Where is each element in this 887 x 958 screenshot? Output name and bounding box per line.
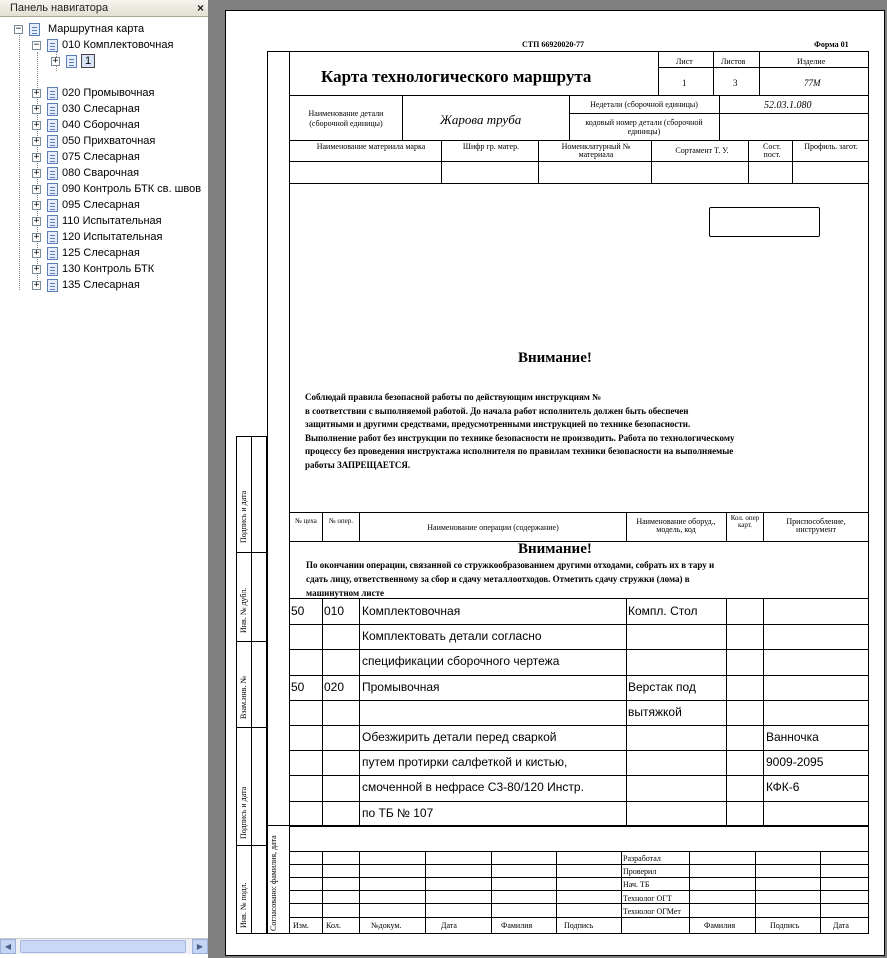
tree-node-125[interactable] [32, 245, 140, 261]
document-icon [47, 167, 58, 180]
footer-label: Кол. [326, 921, 341, 930]
document-icon [66, 55, 77, 68]
tree-node-130[interactable] [32, 261, 154, 277]
tooling: 9009-2095 [766, 755, 824, 769]
footer-label: Дата [833, 921, 849, 930]
tree-label: 130 Контроль БТК [62, 263, 155, 275]
expand-icon[interactable]: + [33, 103, 40, 114]
tree-node-090[interactable] [32, 181, 201, 197]
expand-icon[interactable]: + [33, 199, 40, 210]
scroll-thumb[interactable] [20, 940, 186, 953]
footer-label: Дата [441, 921, 457, 930]
scroll-left-icon[interactable]: ◀ [0, 939, 16, 954]
expand-icon[interactable]: + [33, 151, 40, 162]
document-page [225, 10, 885, 956]
tree-label: 135 Слесарная [62, 279, 140, 291]
document-icon [47, 279, 58, 292]
document-icon [47, 39, 58, 52]
operation-name: путем протирки салфеткой и кистью, [362, 755, 568, 769]
close-icon[interactable]: × [196, 1, 204, 15]
safety-text: Соблюдай правила безопасной работы по действующим инструкциям № в соответствии с выполняемой работой. До начала работ исполнитель должен быть обеспечен защитными и другими средствами, предусмотренными инструкцией по технике безопасности. Выполнение работ без инструкции по технике безопасности не производить. Работа по технологическому процессу без проведения инструктажа исполнителя по правилам техники безопасности на выполняемые работы ЗАПРЕЩАЕТСЯ. [305, 392, 735, 470]
expand-icon[interactable]: + [33, 87, 40, 98]
side-label: Взам.инв. № [239, 675, 248, 719]
side-label: Согласовано: фамилия, дата [269, 835, 278, 931]
document-icon [47, 215, 58, 228]
material-header: Сост. пост. [763, 142, 781, 159]
footer-label: №докум. [371, 921, 402, 930]
attention-heading: Внимание! [518, 350, 592, 366]
document-icon [47, 199, 58, 212]
tree-node-050[interactable] [32, 133, 155, 149]
tree-label-selected: 1 [81, 54, 95, 68]
document-icon [47, 119, 58, 132]
material-header: Наименование материала марка [316, 142, 426, 151]
parent-label: Недетали (сборочной единицы) [590, 100, 698, 109]
material-header: Номенклатурный № материала [561, 142, 631, 159]
side-label: Подпись и дата [239, 786, 248, 839]
product-label: Изделие [797, 57, 826, 66]
shop-number: 50 [291, 604, 305, 618]
tree-label: 040 Сборочная [62, 119, 140, 131]
collapse-icon[interactable]: − [15, 23, 22, 34]
tree-node-route-card[interactable] [14, 21, 144, 37]
op-header: № опер. [328, 517, 354, 525]
navigator-panel [0, 0, 209, 958]
tree-node-010[interactable] [32, 37, 173, 53]
expand-icon[interactable]: + [33, 279, 40, 290]
signature-role: Технолог ОГМет [623, 906, 681, 916]
tree-label: 050 Прихваточная [62, 135, 156, 147]
material-header: Профиль. загот. [804, 142, 858, 151]
operation-name: Комплектовочная [362, 604, 461, 618]
sheet-label: Лист [676, 57, 693, 66]
document-icon [47, 103, 58, 116]
document-icon [47, 151, 58, 164]
form-title: Карта технологического маршрута [321, 67, 592, 86]
document-icon [47, 183, 58, 196]
equipment: вытяжкой [628, 705, 682, 719]
equipment: Верстак под [628, 680, 696, 694]
op-header: № цеха [295, 517, 317, 525]
tree-label: 020 Промывочная [62, 87, 155, 99]
tree-label: 080 Сварочная [62, 167, 140, 179]
expand-icon[interactable]: + [33, 263, 40, 274]
tree-node-110[interactable] [32, 213, 162, 229]
footer-label: Фамилия [501, 921, 533, 930]
footer-label: Изм. [293, 921, 309, 930]
tree-node-080[interactable] [32, 165, 139, 181]
tree-label: 090 Контроль БТК св. швов [62, 183, 202, 195]
form-number: Форма 01 [814, 40, 849, 49]
footer-label: Подпись [564, 921, 594, 930]
tree-label: 125 Слесарная [62, 247, 140, 259]
tooling: КФК-6 [766, 780, 800, 794]
tree-node-075[interactable] [32, 149, 140, 165]
tree-label: 120 Испытательная [62, 231, 163, 243]
tree-label: 010 Комплектовочная [62, 39, 174, 51]
operation-number: 010 [324, 604, 345, 618]
parent-value: 52.03.1.080 [764, 100, 812, 111]
signature-role: Проверил [623, 867, 657, 877]
tree-label: Маршрутная карта [48, 23, 145, 35]
tree-node-sheet-1[interactable] [51, 53, 95, 69]
stamp-box [709, 207, 820, 237]
tooling: Ванночка [766, 730, 819, 744]
sheets-value: 3 [733, 78, 738, 88]
expand-icon[interactable]: + [33, 167, 40, 178]
document-icon [47, 87, 58, 100]
op-header: Наименование операции (содержание) [427, 523, 559, 532]
code-label: кодовый номер детали (сборочной единицы) [585, 118, 703, 136]
tree-node-135[interactable] [32, 277, 140, 293]
scroll-right-icon[interactable]: ▶ [192, 939, 208, 954]
attention-heading-2: Внимание! [518, 541, 592, 557]
operation-name: смоченной в нефрасе С3-80/120 Инстр. [362, 780, 584, 794]
op-header: Наименование оборуд., модель, код [636, 517, 716, 534]
navigator-tree [0, 17, 208, 937]
tree-label: 030 Слесарная [62, 103, 140, 115]
document-viewer [209, 0, 887, 958]
chips-text: По окончании операции, связанной со стружкообразованием другими отходами, собрать их в тару и сдать лицу, ответственному за сбор и сдачу металлоотходов. Отметить сдачу стружки (лома) в машинутном листе [306, 560, 715, 598]
tree-node-030[interactable] [32, 101, 140, 117]
sheets-label: Листов [721, 57, 746, 66]
tree-node-095[interactable] [32, 197, 140, 213]
operation-name: Промывочная [362, 680, 440, 694]
signature-role: Разработал [623, 854, 661, 863]
document-icon [29, 23, 40, 36]
tree-node-020[interactable] [32, 85, 155, 101]
part-name-label: Наименование детали (сборочной единицы) [308, 109, 384, 128]
expand-icon[interactable]: + [33, 119, 40, 130]
navigator-title: Панель навигатора [10, 2, 109, 14]
operation-name: по ТБ № 107 [362, 806, 434, 820]
shop-number: 50 [291, 680, 305, 694]
side-label: Инв. № дубл. [239, 587, 248, 633]
tree-node-120[interactable] [32, 229, 162, 245]
footer-label: Фамилия [704, 921, 736, 930]
footer-label: Подпись [770, 921, 800, 930]
tree-label: 110 Испытательная [62, 215, 162, 227]
operation-name: Обезжирить детали перед сваркой [362, 730, 557, 744]
op-header: Кол. опер карт. [730, 514, 760, 529]
standard-code: СТП 66920020-77 [522, 40, 584, 49]
document-icon [47, 231, 58, 244]
expand-icon[interactable]: + [33, 247, 40, 258]
material-header: Шифр гр. матер. [462, 142, 520, 151]
op-header: Приспособление, инструмент [786, 517, 846, 534]
sheet-value: 1 [682, 78, 687, 88]
signature-role: Технолог ОГТ [623, 893, 672, 903]
expand-icon[interactable]: + [33, 231, 40, 242]
signature-role: Нач. ТБ [623, 880, 650, 890]
side-label: Подпись и дата [239, 490, 248, 543]
document-icon [47, 135, 58, 148]
tree-label: 095 Слесарная [62, 199, 140, 211]
collapse-icon[interactable]: − [33, 39, 40, 50]
operation-number: 020 [324, 680, 345, 694]
tree-label: 075 Слесарная [62, 151, 140, 163]
document-icon [47, 263, 58, 276]
operation-name: Комплектовать детали согласно [362, 629, 542, 643]
part-name-value: Жарова труба [440, 112, 522, 127]
side-label: Инв. № подл. [239, 882, 248, 928]
expand-icon[interactable]: + [33, 183, 40, 194]
material-header: Сортамент Т. У. [675, 146, 729, 155]
navigator-title-bar [0, 0, 208, 17]
tree-node-040[interactable] [32, 117, 140, 133]
document-icon [47, 247, 58, 260]
expand-icon[interactable]: + [33, 215, 40, 226]
expand-icon[interactable]: + [52, 55, 59, 66]
equipment: Компл. Стол [628, 604, 698, 618]
horizontal-scrollbar[interactable] [0, 938, 208, 954]
operation-name: спецификации сборочного чертежа [362, 654, 560, 668]
expand-icon[interactable]: + [33, 135, 40, 146]
product-value: 77М [804, 78, 821, 88]
